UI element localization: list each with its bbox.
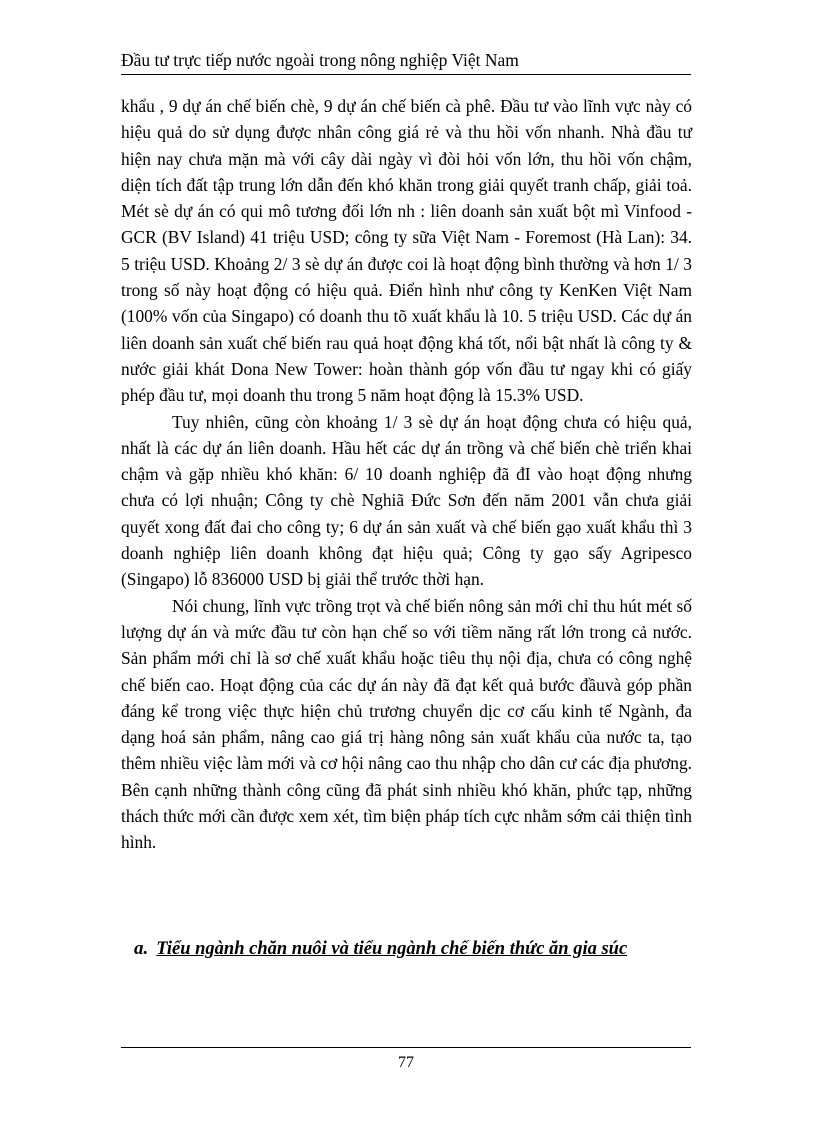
subheading-title: Tiểu ngành chăn nuôi và tiểu ngành chế biến thức ăn gia súc	[156, 939, 628, 959]
section-subheading	[134, 938, 694, 960]
header-divider	[121, 74, 691, 75]
paragraph-summary: Nói chung, lĩnh vực trồng trọt và chế biến nông sản mới chỉ thu hút mét số lượng dự án và mức đầu tư còn hạn chế so với tiềm năng rất lớn trong cả nước. Sản phẩm mới chỉ là sơ chế xuất khẩu hoặc tiêu thụ nội địa, chưa có công nghệ chế biến cao. Hoạt động của các dự án này đã đạt kết quả bước đầuvà góp phần đáng kể trong việc thực hiện chủ trương chuyển dịc cơ cấu kinh tế Ngành, đa dạng hoá sản phẩm, nâng cao giá trị hàng nông sản xuất khẩu của nước ta, tạo thêm nhiều việc làm mới và cơ hội nâng cao thu nhập cho dân cư các địa phương. Bên cạnh những thành công cũng đã phát sinh nhiều khó khăn, phức tạp, những thách thức mới cần được xem xét, tìm biện pháp tích cực nhằm sớm cải thiện tình hình.	[121, 595, 692, 853]
running-header: Đầu tư trực tiếp nước ngoài trong nông nghiệp Việt Nam	[121, 50, 519, 70]
page-number: 77	[398, 1054, 414, 1071]
paragraph-limitations: Tuy nhiên, cũng còn khoảng 1/ 3 sè dự án hoạt động chưa có hiệu quả, nhất là các dự án liên doanh. Hầu hết các dự án trồng và chế biến chè triển khai chậm và gặp nhiều khó khăn: 6/ 10 doanh nghiệp đã đI vào hoạt động nhưng chưa có lợi nhuận; Công ty chè Nghiã Đức Sơn đến năm 2001 vẫn chưa giải quyết xong đất đai cho công ty; 6 dự án sản xuất và chế biến gạo xuất khẩu thì 3 doanh nghiệp liên doanh không đạt hiệu quả; Công ty gạo sấy Agripesco (Singapo) lỗ 836000 USD bị giải thể trước thời hạn.	[121, 411, 692, 590]
subheading-marker: a.	[134, 938, 149, 959]
paragraph-continuation: khẩu , 9 dự án chế biến chè, 9 dự án chế biến cà phê. Đầu tư vào lĩnh vực này có hiệu quả do sử dụng được nhân công giá rẻ và thu hồi vốn nhanh. Nhà đầu tư hiện nay chưa mặn mà với cây dài ngày vì đòi hỏi vốn lớn, thu hồi vốn chậm, diện tích đất tập trung lớn dẫn đến khó khăn trong giải quyết tranh chấp, giải toả. Mét sè dự án có qui mô tương đối lớn nh : liên doanh sản xuất bột mì Vinfood - GCR (BV Island) 41 triệu USD; công ty sữa Việt Nam - Foremost (Hà Lan): 34. 5 triệu USD. Khoảng 2/ 3 sè dự án được coi là hoạt động bình thường và hơn 1/ 3 trong số này hoạt động có hiệu quả. Điển hình như công ty KenKen Việt Nam (100% vốn của Singapo) có doanh thu tõ xuất khẩu là 10. 5 triệu USD. Các dự án liên doanh sản xuất chế biến rau quả hoạt động khá tốt, nổi bật nhất là công ty & nước giải khát Dona New Tower: hoàn thành góp vốn đầu tư ngay khi có giấy phép đầu tư, mọi doanh thu trong 5 năm hoạt động là 15.3% USD.	[121, 96, 692, 406]
footer-divider	[121, 1047, 691, 1048]
body-text	[121, 93, 692, 856]
